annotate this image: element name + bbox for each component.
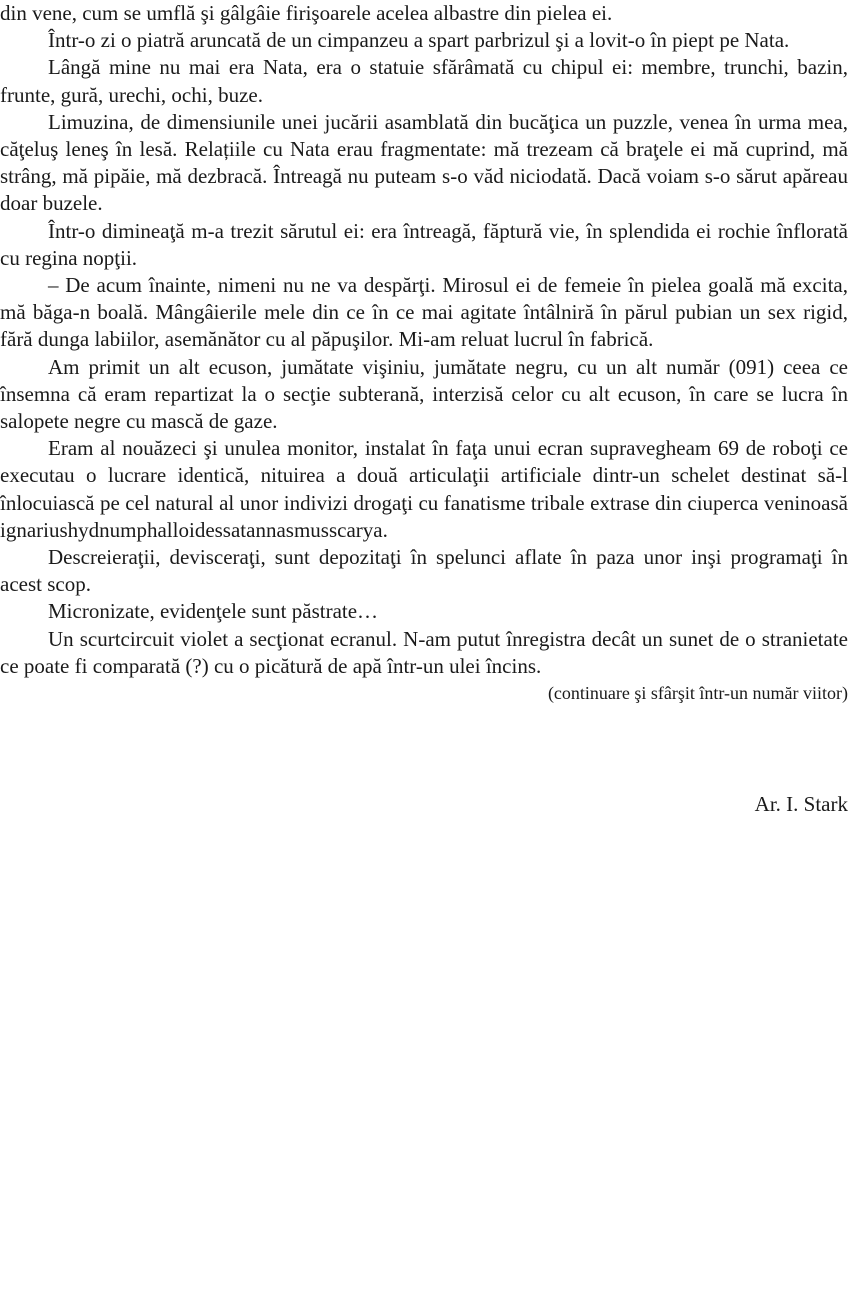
dialogue-paragraph: – De acum înainte, nimeni nu ne va despărţi. Mirosul ei de femeie în pielea goală mă excita, mă băga-n boală. Mângâierile mele din ce în ce mai agitate întâlniră în părul pubian un sex rigid, fără dunga labiilor, asemănător cu al păpuşilor. Mi-am reluat lucrul în fabrică. (0, 273, 848, 352)
paragraph: Micronizate, evidenţele sunt păstrate… (48, 599, 379, 624)
author-signature: Ar. I. Stark (754, 792, 848, 816)
continuation-note: (continuare şi sfârşit într-un număr viitor) (547, 683, 848, 704)
paragraph: Am primit un alt ecuson, jumătate vişiniu, jumătate negru, cu un alt număr (091) ceea ce însemna că eram repartizat la o secţie subterană, interzisă celor cu alt ecuson, în care se lucra în salopete negre cu mască de gaze. (0, 354, 848, 434)
paragraph: Limuzina, de dimensiunile unei jucării asamblată din bucăţica un puzzle, venea în urma mea, căţeluş leneş în lesă. Relațiile cu Nata erau fragmentate: mă trezeam că braţele ei mă cuprind, mă strâng, mă pipăie, mă dezbracă. Întreagă nu puteam s-o văd niciodată. Dacă voiam s-o sărut apăreau doar buzele. (0, 109, 848, 216)
paragraph: Într-o zi o piatră aruncată de un cimpanzeu a spart parbrizul şi a lovit-o în piept pe Nata. (48, 28, 790, 53)
paragraph: Lângă mine nu mai era Nata, era o statuie sfărâmată cu chipul ei: membre, trunchi, bazin, frunte, gură, urechi, ochi, buze. (0, 55, 848, 107)
paragraph: Într-o dimineaţă m-a trezit sărutul ei: era întreagă, făptură vie, în splendida ei rochie înflorată cu regina nopţii. (0, 218, 848, 270)
paragraph: Eram al nouăzeci şi unulea monitor, instalat în faţa unui ecran supravegheam 69 de roboţi ce executau o lucrare identică, nituirea a două articulaţii artificiale dintr-un schelet destinat să-l înlocuiască pe cel natural al unor indivizi drogaţi cu fanatisme tribale extrase din ciuperca veninoasă ignariushydnumphalloidessatannasmusscarya. (0, 436, 848, 542)
paragraph: Un scurtcircuit violet a secţionat ecranul. N-am putut înregistra decât un sunet de o stranietate ce poate fi comparată (?) cu o picătură de apă într-un ulei încins. (0, 626, 848, 678)
paragraph: Descreieraţii, devisceraţi, sunt depozitaţi în spelunci aflate în paza unor inşi programaţi în acest scop. (0, 545, 848, 597)
paragraph: din vene, cum se umflă şi gâlgâie firişoarele acelea albastre din pielea ei. (0, 1, 613, 25)
